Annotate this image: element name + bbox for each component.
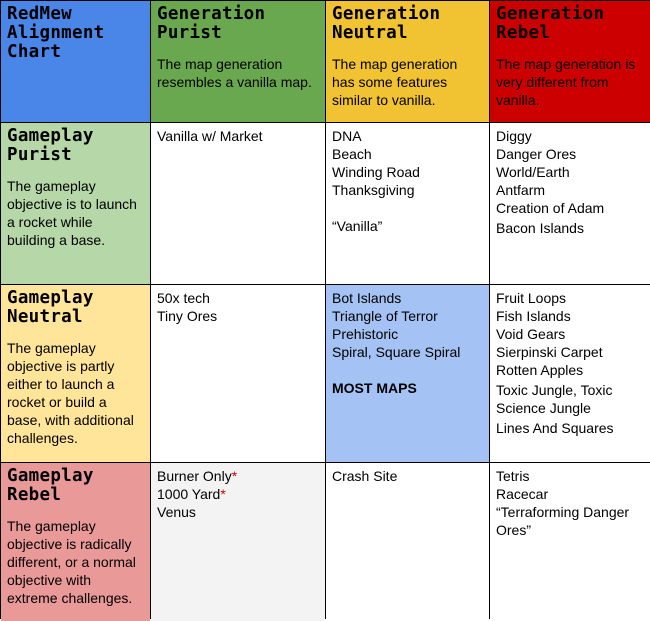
map-name: DNA — [332, 128, 362, 144]
map-name: Diggy — [496, 128, 532, 144]
most-maps-label: MOST MAPS — [332, 380, 417, 396]
row-title: Gameplay Purist — [7, 126, 94, 165]
cell-neutral-purist — [151, 285, 325, 462]
map-name: Bacon Islands — [496, 220, 584, 236]
cell-purist-rebel — [490, 123, 650, 284]
row-description: The gameplay objective is to launch a rocket while building a base. — [7, 178, 137, 248]
column-description: The map generation is very different from vanilla. — [496, 56, 636, 108]
chart-title: RedMew Alignment Chart — [7, 4, 105, 62]
cell-neutral-rebel — [490, 285, 650, 462]
map-name: Prehistoric — [332, 326, 399, 342]
map-name: Triangle of Terror — [332, 308, 438, 324]
cell-purist-neutral — [326, 123, 489, 284]
column-title: Generation Purist — [157, 4, 266, 43]
column-title: Generation Rebel — [496, 4, 605, 43]
map-name: Tetris — [496, 468, 530, 484]
column-header-generation-neutral — [326, 1, 489, 122]
map-name: Void Gears — [496, 326, 566, 342]
map-name: Winding Road — [332, 164, 420, 180]
column-description: The map generation has some features similar to vanilla. — [332, 56, 458, 108]
column-header-generation-purist — [151, 1, 325, 122]
map-name: Rotten Apples — [496, 362, 584, 378]
map-name: Bot Islands — [332, 290, 402, 306]
map-name: Racecar — [496, 486, 549, 502]
map-name: World/Earth — [496, 164, 570, 180]
map-name: Fruit Loops — [496, 290, 567, 306]
row-header-gameplay-rebel — [1, 463, 150, 621]
row-title: Gameplay Neutral — [7, 288, 94, 327]
map-name: “Terraforming Danger Ores” — [496, 504, 630, 538]
row-description: The gameplay objective is radically different, or a normal objective with extreme challenges. — [7, 518, 136, 606]
map-name: Creation of Adam — [496, 200, 605, 216]
map-name: Lines And Squares — [496, 420, 614, 436]
cell-rebel-neutral — [326, 463, 489, 621]
column-description: The map generation resembles a vanilla map. — [157, 56, 312, 90]
column-title: Generation Neutral — [332, 4, 441, 43]
map-name: Tiny Ores — [157, 308, 218, 324]
row-description: The gameplay objective is partly either to launch a rocket or build a base, with additional challenges. — [7, 340, 134, 446]
cell-neutral-neutral — [326, 285, 489, 462]
row-header-gameplay-purist — [1, 123, 150, 284]
map-name: Vanilla w/ Market — [157, 128, 263, 144]
cell-purist-purist — [151, 123, 325, 284]
asterisk-mark: * — [220, 486, 226, 502]
map-name: Crash Site — [332, 468, 398, 484]
map-name: Spiral, Square Spiral — [332, 344, 461, 360]
map-name: Fish Islands — [496, 308, 571, 324]
row-title: Gameplay Rebel — [7, 466, 94, 505]
map-name: “Vanilla” — [332, 218, 383, 234]
map-name: Venus — [157, 504, 196, 520]
map-name: 50x tech — [157, 290, 210, 306]
column-header-generation-rebel — [490, 1, 650, 122]
map-name: Antfarm — [496, 182, 546, 198]
map-name: Beach — [332, 146, 372, 162]
map-name: Danger Ores — [496, 146, 577, 162]
row-header-gameplay-neutral — [1, 285, 150, 462]
map-name-with-asterisk: Burner Only* — [157, 468, 238, 484]
map-name: Sierpinski Carpet — [496, 344, 603, 360]
map-name: Toxic Jungle, Toxic Science Jungle — [496, 382, 613, 416]
map-name: Thanksgiving — [332, 182, 415, 198]
cell-rebel-purist — [151, 463, 325, 621]
map-name-with-asterisk: 1000 Yard* — [157, 486, 226, 502]
corner-cell — [1, 1, 150, 122]
cell-rebel-rebel — [490, 463, 650, 621]
asterisk-mark: * — [231, 468, 238, 484]
